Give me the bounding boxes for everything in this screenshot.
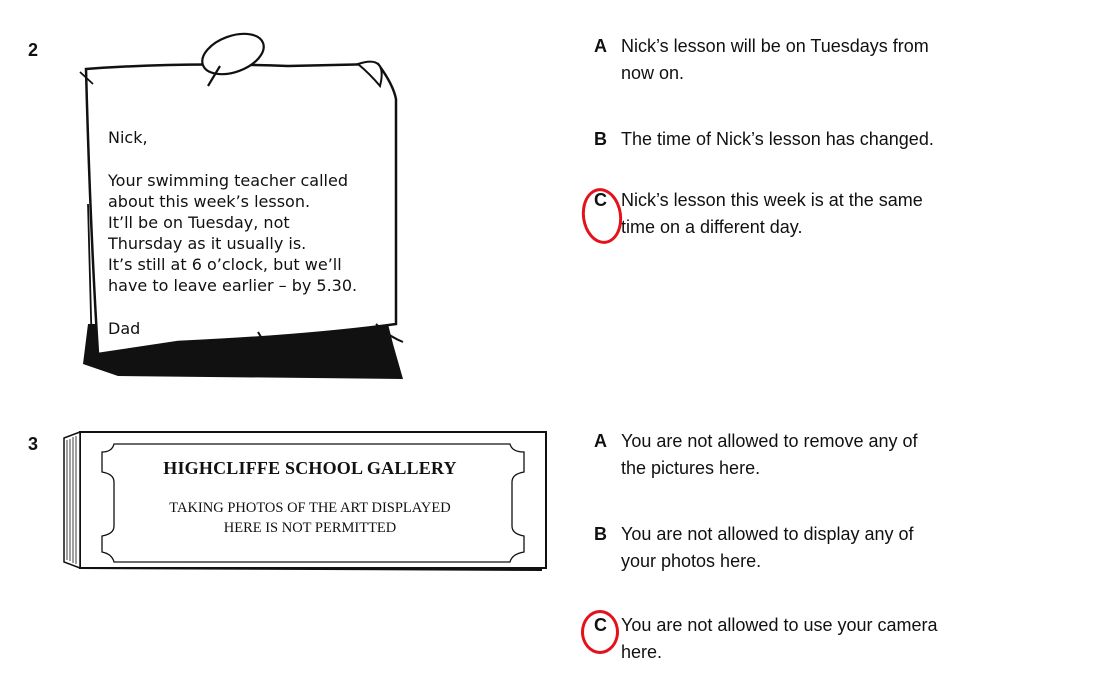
option-b[interactable]: [594, 126, 1034, 153]
option-a[interactable]: [594, 33, 1034, 87]
option-text: You are not allowed to use your camera: [621, 615, 938, 635]
option-letter: A: [594, 431, 607, 451]
option-b[interactable]: [594, 521, 1034, 575]
sign-title: HIGHCLIFFE SCHOOL GALLERY: [163, 458, 457, 478]
option-text: your photos here.: [621, 551, 762, 571]
note-line: have to leave earlier – by 5.30.: [108, 276, 358, 295]
note-line: Your swimming teacher called: [108, 171, 348, 190]
option-letter: C: [594, 190, 607, 210]
option-c[interactable]: [594, 612, 1034, 666]
option-text: the pictures here.: [621, 458, 761, 478]
option-letter: B: [594, 524, 607, 544]
option-text: now on.: [621, 63, 685, 83]
option-a[interactable]: [594, 428, 1034, 482]
option-text: here.: [621, 642, 663, 662]
note-line: It’ll be on Tuesday, not: [108, 213, 290, 232]
note-line: about this week’s lesson.: [108, 192, 311, 211]
note-line: Thursday as it usually is.: [108, 234, 307, 253]
note-greeting: Nick,: [108, 128, 148, 147]
note-line: It’s still at 6 o’clock, but we’ll: [108, 255, 342, 274]
question-number: 3: [28, 434, 39, 454]
option-letter: C: [594, 615, 607, 635]
option-text: You are not allowed to display any of: [621, 524, 914, 544]
option-letter: B: [594, 129, 607, 149]
option-text: Nick’s lesson this week is at the same: [621, 190, 923, 210]
option-text: time on a different day.: [621, 217, 803, 237]
option-text: Nick’s lesson will be on Tuesdays from: [621, 36, 929, 56]
option-text: You are not allowed to remove any of: [621, 431, 918, 451]
answer-circle-mark: [581, 610, 619, 654]
note-signoff: Dad: [108, 319, 141, 338]
option-letter: A: [594, 36, 607, 56]
sign-line: HERE IS NOT PERMITTED: [223, 520, 397, 536]
option-text: The time of Nick’s lesson has changed.: [621, 129, 934, 149]
question-number: 2: [28, 40, 39, 60]
option-c[interactable]: [594, 187, 1034, 241]
sign-line: TAKING PHOTOS OF THE ART DISPLAYED: [169, 500, 451, 516]
